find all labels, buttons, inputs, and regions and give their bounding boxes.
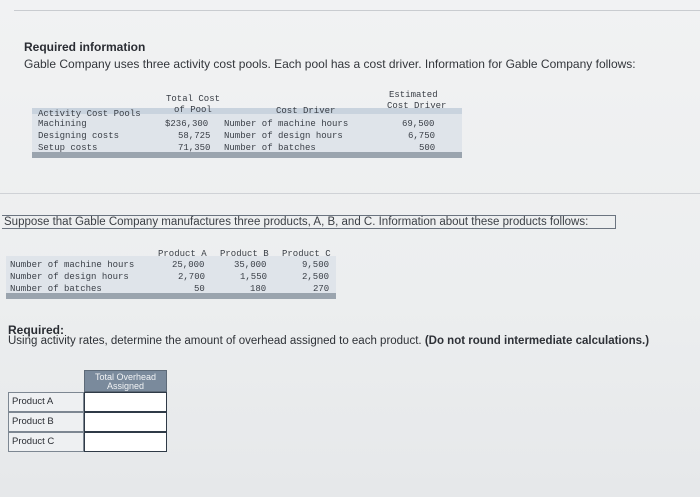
product-c-value: 270 xyxy=(313,284,330,294)
header-cost-driver: Cost Driver xyxy=(276,106,336,116)
header-activity-pools: Activity Cost Pools xyxy=(38,109,141,119)
answer-row-product-a xyxy=(8,392,167,412)
pool-cost: $236,300 xyxy=(165,119,209,129)
answer-label: Product C xyxy=(8,432,84,452)
product-b-value: 180 xyxy=(250,284,267,294)
pool-driver: Number of machine hours xyxy=(224,119,349,129)
answer-row-product-c xyxy=(8,432,167,452)
product-row-label: Number of design hours xyxy=(10,272,129,282)
product-c-value: 9,500 xyxy=(302,260,330,270)
answer-label: Product A xyxy=(8,392,84,412)
pool-estimate: 69,500 xyxy=(402,119,435,129)
top-divider xyxy=(14,10,700,11)
pool-estimate: 500 xyxy=(419,143,436,153)
product-b-overhead-input[interactable] xyxy=(84,412,167,432)
product-a-value: 2,700 xyxy=(178,272,206,282)
answer-label: Product B xyxy=(8,412,84,432)
pool-cost: 58,725 xyxy=(178,131,211,141)
pool-estimate: 6,750 xyxy=(408,131,436,141)
product-a-value: 50 xyxy=(194,284,205,294)
pool-name: Designing costs xyxy=(38,131,120,141)
header-assigned: Assigned xyxy=(106,381,145,391)
required-instructions xyxy=(8,335,649,347)
pool-cost: 71,350 xyxy=(178,143,211,153)
answer-table-header xyxy=(84,370,167,392)
product-c-overhead-input[interactable] xyxy=(84,432,167,452)
pool-name: Setup costs xyxy=(38,143,98,153)
pool-name: Machining xyxy=(38,119,87,129)
answer-row-product-b xyxy=(8,412,167,432)
product-row-label: Number of machine hours xyxy=(10,260,135,270)
product-a-value: 25,000 xyxy=(172,260,205,270)
header-of-pool: of Pool xyxy=(174,105,212,115)
product-c-value: 2,500 xyxy=(302,272,330,282)
required-label: Required: xyxy=(8,323,65,337)
products-intro-text: Suppose that Gable Company manufactures three products, A, B, and C. Information about these products follows: xyxy=(2,215,616,229)
header-cost-driver-est: Cost Driver xyxy=(387,101,447,111)
header-product-a: Product A xyxy=(158,249,207,259)
section-divider xyxy=(0,193,700,194)
product-b-value: 1,550 xyxy=(240,272,268,282)
answer-table xyxy=(8,370,167,452)
intro-text: Gable Company uses three activity cost pools. Each pool has a cost driver. Information for Gable Company follows: xyxy=(24,57,636,71)
rounding-note: (Do not round intermediate calculations.) xyxy=(424,335,650,347)
section-title: Required information xyxy=(24,40,146,54)
pool-driver: Number of batches xyxy=(224,143,316,153)
required-text: Using activity rates, determine the amount of overhead assigned to each product. xyxy=(8,335,422,347)
header-total-overhead: Total Overhead xyxy=(94,372,157,382)
product-row-label: Number of batches xyxy=(10,284,102,294)
product-a-overhead-input[interactable] xyxy=(84,392,167,412)
pool-driver: Number of design hours xyxy=(224,131,343,141)
header-product-b: Product B xyxy=(220,249,269,259)
product-b-value: 35,000 xyxy=(234,260,267,270)
header-total-cost: Total Cost xyxy=(166,94,221,104)
header-estimated: Estimated xyxy=(389,90,438,100)
header-product-c: Product C xyxy=(282,249,331,259)
